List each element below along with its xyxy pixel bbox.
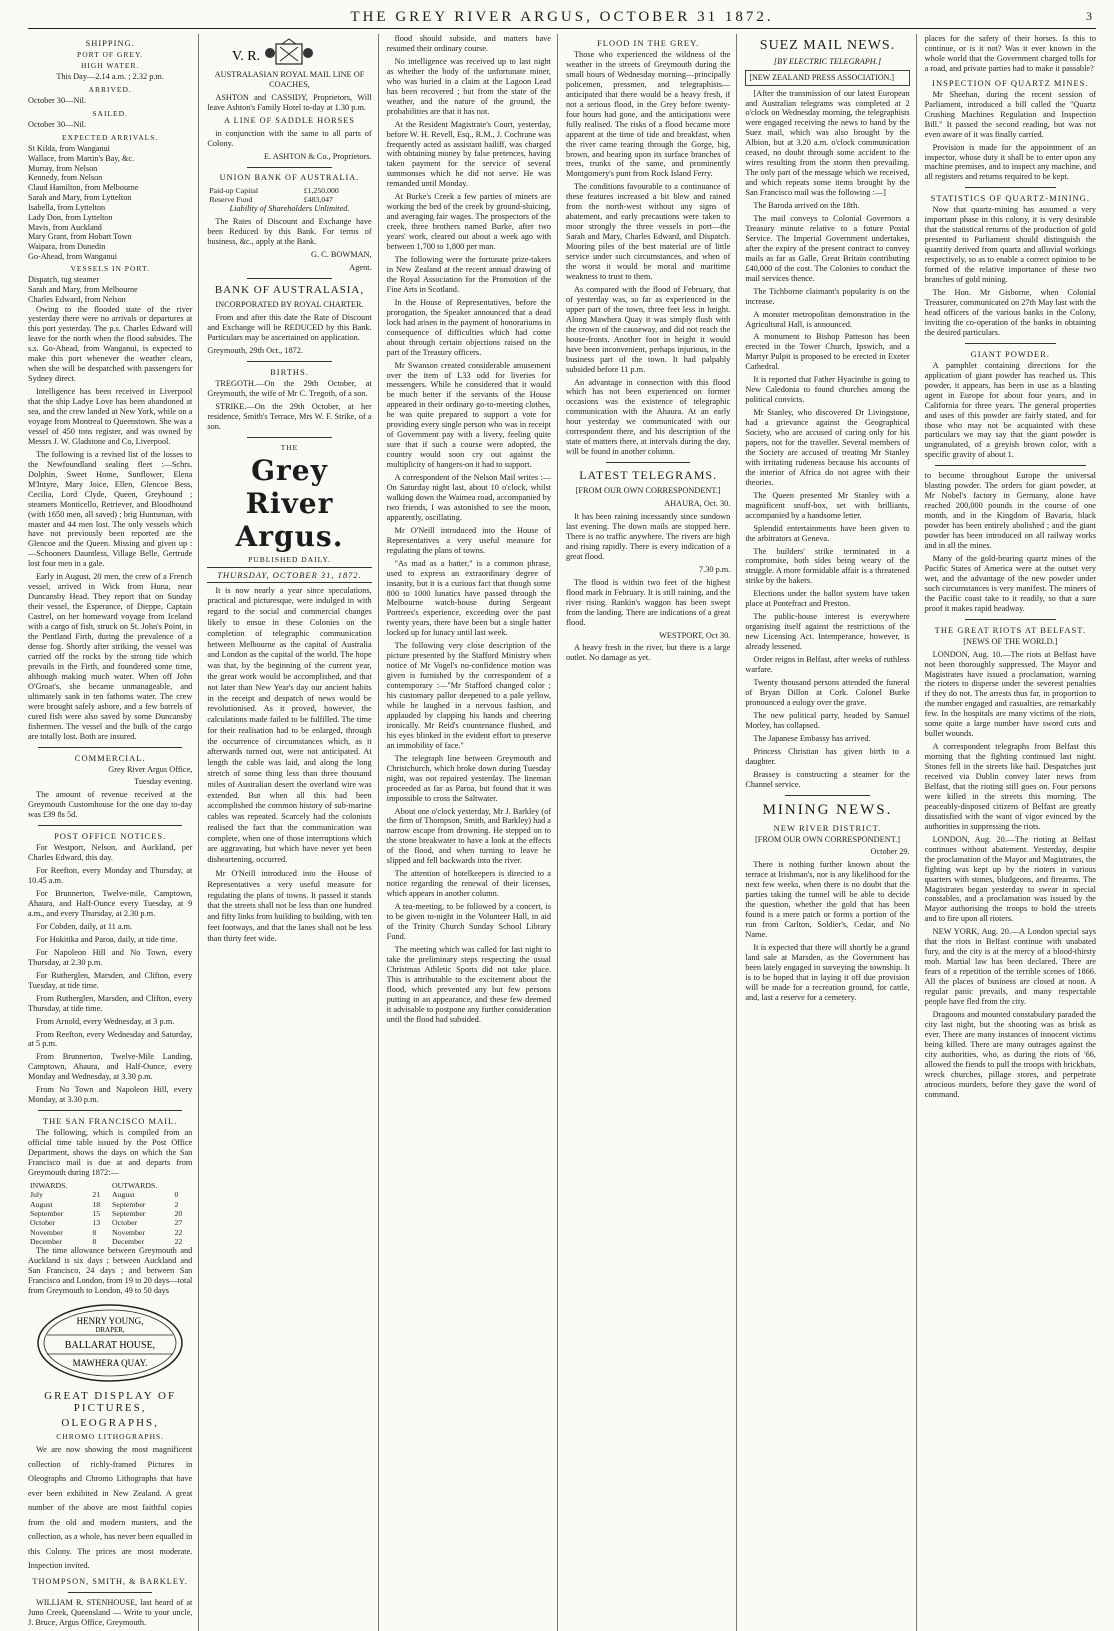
list-item: Kennedy, from Nelson — [28, 173, 103, 183]
news-paragraph: Many of the gold-bearing quartz mines of the Pacific States of America were at the outset very wet, and the advantage of the new powder under such circumstances is very manifest. The miners of the Pacific coast take to it readily, so that a sure proof it makes rapid headway. — [924, 553, 1096, 613]
inspection-paragraph: Mr Sheehan, during the recent session of Parliament, introduced a bill called the "Quartz Crushing Machines Regulation and Inspection Bill." It passed the second reading, but was not even aware of it was finally carried. — [924, 89, 1096, 139]
news-paragraph: Mr Swanson created considerable amusement over the item of L33 odd for liveries for messengers. While he considered that it would be much better if the servants of the House appeared in their ordinary go-to-meeting clothes, he was quite prepared to support a vote for providing every single person who was in receipt of Government pay with a livery, feeling quite sure that if such a course were adopted, the country would soon cry out against the multiplicity of hangers-on it had to support. — [386, 360, 551, 470]
suez-paragraph: A monument to Bishop Patteson has been erected in the Tower Church, Ipswich, and a Martyr Pulpit is proposed to be erected in Exeter Cathedral. — [745, 332, 910, 372]
post-notice: For Rutherglen, Marsden, and Clifton, every Tuesday, at tide time. — [28, 970, 193, 990]
latest-source: [FROM OUR OWN CORRESPONDENT.] — [575, 486, 721, 496]
flood-paragraph: The conditions favourable to a continuance of these features increased a bit blew and rained from the north-west without any signs of abatement, and early precautions were taken to moor strongly the three vessels in port—the Sarah and Mary, Charles Edward, and Dispatch. Mooring piles of the best material are of little service under such circumstances, and when of the worst it would be moral and maritime weakness to trust to them. — [565, 182, 731, 281]
table-row: July 21 August 0 — [30, 1190, 179, 1200]
draper-address: MAWHERA QUAY. — [72, 1358, 148, 1369]
suez-paragraph: The Queen presented Mr Stanley with a magnificent snuff-box, set with brilliants, accompanied by a handsome letter. — [745, 490, 910, 520]
table-row: October 13 October 27 — [30, 1218, 183, 1228]
paper-title: Grey River Argus. — [235, 453, 344, 553]
suez-paragraph: The builders' strike terminated in a compromise, both sides being weary of the struggle. A more formidable affair is a threatened strike by the bakers. — [745, 546, 910, 586]
mining-paragraph: It is expected that there will shortly be a grand land sale at Marsden, as the Government has been lately engaged in surveying the township. It is to be hoped that in laying it off due provision will be made for a recreation ground, for cattle, and, last a reserve for a cemetery. — [745, 943, 910, 1002]
list-item: Dispatch, tug steamer — [28, 274, 100, 284]
commercial-office: Grey River Argus Office, — [108, 764, 193, 774]
masthead — [28, 6, 1096, 29]
post-notice: From No Town and Napoleon Hill, every Monday, at 3.30 p.m. — [28, 1085, 193, 1105]
bank-australasia-body: From and after this date the Rate of Discount and Exchange will be REDUCED by this Bank. Particulars may be ascertained on application. — [207, 313, 372, 343]
post-notice: From Brunnerton, Twelve-Mile Landing, Camptown, Ahaura, and Half-Ounce, every Monday and Wednesday, at 3.30 p.m. — [28, 1052, 193, 1082]
news-paragraph: places for the safety of their horses. Is this to continue, or is it not? Was it ever known in the whole world that the Government charged tolls for a road, and private parties had to make it passable? — [924, 34, 1096, 73]
list-item: Go-Ahead, from Wanganui — [28, 252, 117, 262]
stats-heading: STATISTICS OF QUARTZ-MINING. — [930, 193, 1090, 204]
riots-paragraph: LONDON, Aug. 20.—The rioting at Belfast continues without abatement. Yesterday, despite the proclamation of the Mayor and Magistrates, the fighting was kept up by the rioters in various quarters with stones, bludgeons, and firearms. The Magistrates began yesterday to swear in special constables, and a proclamation was issued by the Mayor authorising the troops to hold the streets and to fire upon all rioters. — [924, 834, 1096, 924]
paper-the: THE — [280, 442, 299, 452]
column-2 — [207, 34, 378, 1631]
draper-house: BALLARAT HOUSE, — [64, 1340, 156, 1352]
suez-paragraph: A monster metropolitan demonstration in the Agricultural Hall, is announced. — [745, 309, 910, 329]
union-bank-signature: G. C. BOWMAN, — [311, 250, 372, 260]
union-bank-title: Agent. — [349, 263, 372, 273]
news-paragraph: The attention of hotelkeepers is directed to a notice regarding the renewal of their licenses, which appears in another column. — [386, 869, 551, 899]
pictures-ad-line3: CHROMO LITHOGRAPHS. — [56, 1432, 165, 1442]
coach-letters: V. R. — [232, 49, 261, 64]
divider — [38, 747, 182, 748]
column-4 — [566, 34, 737, 1631]
mining-heading: MINING NEWS. — [762, 801, 893, 818]
birth-notice: TREGOTH.—On the 29th October, at Greymouth, the wife of Mr C. Tregoth, of a son. — [207, 378, 372, 398]
divider — [247, 167, 331, 168]
flood-heading: FLOOD IN THE GREY. — [597, 38, 700, 48]
mining-source: [FROM OUR OWN CORRESPONDENT.] — [754, 834, 901, 844]
sf-mail-intro: The following, which is compiled from an official time table issued by the Post Office Department, shows the days on which the San Francisco mail is due at and departs from Greymouth during 1872:— — [28, 1128, 193, 1177]
table-row: Reserve Fund £483,047 — [209, 194, 333, 204]
commercial-heading: COMMERCIAL. — [74, 752, 146, 763]
powder-paragraph: A pamphlet containing directions for the application of giant powder has reached us. This powder, it appears, has been in use as a blasting agent in Europe for about four years, and in California for three years. The general properties and uses of this powder are fairly stated, and for those who may not be acquainted with these particulars we may say that the giant powder is ungranulated, of a greyish brown color, with a specific gravity of about 1. — [924, 360, 1096, 460]
news-paragraph: A correspondent of the Nelson Mail writes :—On Saturday night last, about 10 o'clock, whilst walking down the Waimea road, accompanied by two friends, I was astonished to see the moon, apparently, oscillating. — [386, 473, 551, 522]
divider — [606, 462, 690, 463]
list-item: Wallace, from Martin's Bay, &c. — [28, 153, 135, 163]
suez-paragraph: Mr Stanley, who discovered Dr Livingstone, had a grievance against the Geographical Society, who are accused of caring only for his papers, not for the traveller. Several members of the Society are accused of treating Mr Stanley with irritating rudeness because his accounts of the interior of Africa do not agree with their theories. — [745, 408, 910, 487]
paper-published: PUBLISHED DAILY. — [248, 554, 331, 564]
suez-paragraph: The Tichborne claimant's popularity is on the increase. — [745, 286, 910, 306]
newspaper-columns — [28, 34, 1096, 1627]
list-item: Isabella, from Lyttelton — [28, 202, 106, 212]
post-notice: From Arnold, every Wednesday, at 3 p.m. — [36, 1016, 175, 1026]
table-row: Paid-up Capital £1,250,000 — [209, 185, 339, 195]
coaches-body: ASHTON and CASSIDY, Proprietors, Will leave Ashton's Family Hotel to-day at 1.30 p.m. — [207, 92, 372, 112]
expected-label: EXPECTED ARRIVALS. — [62, 132, 159, 142]
divider — [965, 187, 1056, 188]
news-paragraph: "As mad as a hatter," is a common phrase, used to express an extraordinary degree of insanity, but it is a curious fact that though some 800 to 1000 lunatics have passed through the Melbourne watch-house during Sergeant Portrees's experience, exceeding over the past twenty years, there have been but a single hatter locked up for lunacy until last week. — [386, 558, 551, 638]
table-row: November 8 November 22 — [30, 1227, 183, 1237]
riots-heading: THE GREAT RIOTS AT BELFAST. — [934, 624, 1086, 635]
editorial-paragraph: It is now nearly a year since speculations, practical and picturesque, were indulged in with regard to the social and commercial changes likely to ensue in these Colonies on the completion of telegraphic communication between Melbourne as the capital of Australia and London as the capital of the world. The hope was that, by the beginning of the current year, the great work would be accomplished, and that not later than New Year's day our ancient habits in the receipt and despatch of news would be revolutionised. As it proved, however, the calculations made failed to be fulfilled. The time for their realisation had to be enlarged, through the occurrence of circumstances which, as it afterwards turned out, were not anticipated. At length the cable was laid, and along the long stretch of some thing less than three thousand miles of Australian desert the overland wire was extended. But when all this had been accomplished the common history of sub-marine cables was repeated. Scarcely had the colonists realised the fact that the communication was complete, when one of those interruptions which are aggravating, but which have never yet been disheartening, occurred. — [207, 585, 372, 865]
draper-stamp — [28, 1302, 192, 1384]
divider — [247, 437, 331, 438]
draper-name: HENRY YOUNG, — [76, 1316, 144, 1327]
suez-paragraph: The public-house interest is everywhere organising itself against the restrictions of the new Licensing Act. Intemperance, however, is already lessened. — [745, 612, 910, 652]
masthead-title: THE GREY RIVER ARGUS, OCTOBER 31 1872. — [350, 8, 774, 25]
mining-date: October 29. — [870, 847, 910, 857]
mining-paragraph: There is nothing further known about the terrace at Irishman's, nor is any likelihood for the next few weeks, when there is no doubt that the parties taking the tunnel will be able to decide the question, whether the gold that has been found is a mere patch or forms a portion of the run from Carlton, Soldier's, Cedar, and No Name. — [745, 860, 910, 940]
pictures-ad-heading: GREAT DISPLAY OF PICTURES, — [44, 1390, 177, 1415]
sf-mail-table — [28, 1181, 192, 1246]
news-paragraph: The following very close description of the picture presented by the Stafford Ministry when notice of Mr Vogel's no-confidence motion was given is furnished by the correspondent of a contemporary :—"Mr Stafford changed color ; his customary pallor deepened to a pale yellow, while he laughed in a nervous fashion, and applauded by clapping his hands and cheering ironically. Mr Reid's countenance flushed, and his eyes blinked in the evident effort to preserve an immobility of face." — [386, 641, 551, 750]
news-paragraph: The following were the fortunate prize-takers in New Zealand at the recent annual drawing of the Royal Association for the Promotion of the Fine Arts in Scotland. — [386, 255, 551, 294]
riots-paragraph: A correspondent telegraphs from Belfast this morning that the fighting continued last night. Stones fell in the streets like hail. Despatches just received via Dublin convey later news from Belfast, that the rioting still goes on. Four persons were killed in the streets this morning. The peaceably-disposed citizens of Belfast are greatly dissatisfied with the want of vigor evinced by the authorities in suppressing the riots. — [924, 742, 1096, 831]
high-water-line: This Day—2.14 a.m. ; 2.32 p.m. — [56, 72, 164, 81]
news-paragraph: Mr O'Neill introduced into the House of Representatives a very useful measure for regulating the plans of towns. — [386, 525, 551, 555]
saddle-body: in conjunction with the same to all parts of Colony. — [207, 128, 372, 148]
arrived-line: October 30—Nil. — [28, 95, 87, 105]
outward-label: OUTWARDS. — [112, 1180, 158, 1190]
column-6 — [925, 34, 1096, 1631]
pictures-ad-body: We are now showing the most magnificent collection of richly-framed Pictures in Oleographs and Chromo Lithographs that have ever been exhibited in New Zealand. A great number of the above are most faithful copies from the old and modern masters, and the collection, as a whole, has never been equalled in this Colony. The prices are most moderate. Inspection invited. — [28, 1445, 193, 1571]
suez-paragraph: [After the transmission of our latest European and Australian telegrams was completed at 2 o'clock on Wednesday morning, the telegraphists were engaged receiving the news to hand by the Suez mail, which was also brought by the Albion, but at 3.20 a.m. o'clock communication ceased, no doubt through some accident to the wires resulting from the storm then prevailing. The only part of the message which we received, and which repeats some items brought by the San Francisco mail was the following :—] — [745, 88, 910, 198]
latest-dateline: AHAURA, Oct. 30. — [664, 499, 731, 509]
inward-label: INWARDS. — [30, 1180, 68, 1190]
shipping-heading: SHIPPING. — [85, 38, 135, 48]
commercial-day: Tuesday evening. — [134, 777, 193, 787]
stenhouse-notice: WILLIAM R. STENHOUSE, last heard of at Juno Creek, Queensland — Write to your uncle, J. Bruce, Argus Office, Greymouth. — [28, 1597, 193, 1627]
divider — [38, 825, 182, 826]
news-paragraph: A tea-meeting, to be followed by a concert, is to be given to-night in the Volunteer Hall, in aid of the Trinity Church Sunday School Library Fund. — [386, 902, 551, 941]
bank-australasia-incorporated: INCORPORATED BY ROYAL CHARTER. — [215, 300, 364, 310]
latest-dateline: WESTPORT, Oct 30. — [659, 630, 731, 640]
suez-paragraph: Elections under the ballot system have taken place at Pontefract and Preston. — [745, 589, 910, 609]
divider — [965, 343, 1056, 344]
coaches-heading: AUSTRALASIAN ROYAL MAIL LINE OF COACHES, — [214, 70, 365, 89]
page-number: 3 — [1086, 9, 1092, 23]
news-paragraph: flood should subside, and matters have resumed their ordinary course. — [386, 34, 551, 53]
news-paragraph: At the Resident Magistrate's Court, yesterday, before W. H. Revell, Esq., R.M., J. Cochrane was frequently acted as assistant bailiff, was charged with obtaining money by false pretences, having taken payment for the service of several summonses which he did not serve. He was remanded until Monday. — [386, 119, 551, 189]
oval-stamp-icon — [35, 1302, 185, 1384]
table-row: December 8 December 22 — [30, 1237, 183, 1247]
table-row: September 15 September 20 — [30, 1208, 183, 1218]
suez-paragraph: It is reported that Father Hyacinthe is going to New Caledonia to found churches among the political convicts. — [745, 375, 910, 405]
latest-paragraph: A heavy fresh in the river, but there is a large outlet. No damage as yet. — [565, 643, 731, 663]
post-notice: For Napoleon Hill and No Town, every Thursday, at 2.30 p.m. — [28, 947, 193, 967]
latest-paragraph: It has been raining incessantly since sundown last evening. The down mails are stopped here. There is no traffic anywhere. The rivers are high and rising rapidly. There is every indication of a great flood. — [565, 512, 731, 561]
post-notice: For Reefton, every Monday and Thursday, at 10.45 a.m. — [28, 866, 193, 886]
riots-source: [NEWS OF THE WORLD.] — [963, 636, 1058, 646]
list-item: Mary Grant, from Hobart Town — [28, 232, 132, 242]
suez-heading: SUEZ MAIL NEWS. — [759, 38, 896, 53]
editorial-paragraph: Mr O'Neill introduced into the House of Representatives a very useful measure for regulating the plans of towns. It passed it stands that the streets shall not be less than one hundred and fifty links from building to building, with ten feet footways, and that the lanes shall not be less than thirty feet wide. — [207, 869, 372, 943]
table-row: August 18 September 2 — [30, 1199, 179, 1209]
post-notice: From Rutherglen, Marsden, and Clifton, every Thursday, at tide time. — [28, 993, 193, 1013]
column-5 — [745, 34, 916, 1631]
powder-heading: GIANT POWDER. — [970, 348, 1051, 359]
inspection-heading: INSPECTION OF QUARTZ MINES. — [932, 77, 1089, 88]
list-item: St Kilda, from Wanganui — [28, 143, 110, 153]
latest-time: 7.30 p.m. — [698, 564, 731, 574]
news-paragraph: The meeting which was called for last night to take the preliminary steps respecting the usual Christmas Athletic Sports did not take place. This is attributable to the excitement about the flood, which prevented any but few persons putting in an appearance, and these few deemed it advisable to postpone any further consideration until the flood had subsided. — [386, 944, 551, 1024]
suez-paragraph: The Baroda arrived on the 18th. — [753, 201, 860, 211]
suez-assoc: [NEW ZEALAND PRESS ASSOCIATION.] — [745, 70, 909, 86]
column-1 — [28, 34, 199, 1631]
news-paragraph: About one o'clock yesterday, Mr J. Barkley (of the firm of Thompson, Smith, and Barkley) had a narrow escape from drowning. He stepped on to the stone breakwater to have a look at the effects of the flood, and when turning to leave he slipped and fell backwards into the river. — [386, 806, 551, 866]
royal-crest — [207, 38, 371, 68]
news-paragraph: In the House of Representatives, before the prorogation, the Speaker announced that a dead lock had arisen in the payment of honorariums in consequence of difficulties which had come about through certain objections raised on the part of the Treasury officers. — [386, 297, 551, 357]
divider — [965, 619, 1056, 620]
coaches-signature: E. ASHTON & Co., Proprietors. — [263, 151, 372, 161]
inspection-paragraph: Provision is made for the appointment of an inspector, whose duty it shall be to enter upon any machine premises, and to inspect any machine, and all registers and returns required to be kept. — [924, 142, 1096, 182]
news-paragraph: to become throughout Europe the universal blasting powder. The orders for giant powder, at Mr Nobel's factory in Germany, alone have reached 200,000 pounds in the course of one month, and in the Kingdom of Bavaria, black powder has been entirely abolished ; and the giant powder has been introduced on all railway works and in all the mines. — [924, 471, 1096, 550]
expected-list — [28, 144, 192, 262]
divider — [38, 1110, 182, 1111]
news-paragraph: The telegraph line between Greymouth and Christchurch, which broke down during Tuesday night, was not repaired yesterday. The lineman proceeded as far as Paroa, but found that it was impossible to cross the Saltwater. — [386, 753, 551, 803]
divider — [247, 361, 331, 362]
arrived-label: ARRIVED. — [88, 84, 132, 94]
list-item: Waipara, from Dunedin — [28, 242, 106, 252]
post-notice: For Brunnerton, Twelve-mile, Camptown, Ahaura, and Half-Ounce every Tuesday, at 9 a.m., and every Thursday, at 2.30 p.m. — [28, 889, 193, 918]
sf-mail-footer: The time allowance between Greymouth and Auckland is six days ; between Auckland and San Francisco, 24 days ; and between San Francisco and London, from 19 to 20 days—total from Greymouth to London, 49 to 50 days — [28, 1246, 193, 1296]
list-item: Charles Edward, from Nelson — [28, 294, 126, 304]
suez-paragraph: The mail conveys to Colonial Governors a Treasury minute relative to a future Postal Service. The Imperial Government undertakes, after the expiry of the present contract to convey mails as far as Galle, Great Britain contributing £40,000 of the cost. The Colonies to conduct the mail services thence. — [745, 213, 910, 283]
draper-trade: DRAPER, — [95, 1326, 125, 1335]
royal-arms-icon — [224, 38, 354, 68]
bank-australasia-heading: BANK OF AUSTRALASIA, — [214, 283, 365, 296]
suez-paragraph: The new political party, headed by Samuel Morley, has collapsed. — [745, 710, 910, 730]
column-3 — [387, 34, 558, 1631]
stats-paragraph: Now that quartz-mining has assumed a very important phase in this colony, it is very desirable that the statistical returns of the production of gold presented to Parliament should distinguish the quantity derived from quartz and alluvial workings respectively, so as to enable a correct opinion to be formed of the relative importance of these two branches of gold mining. — [924, 205, 1096, 285]
sf-mail-heading: THE SAN FRANCISCO MAIL. — [42, 1116, 178, 1127]
divider — [785, 795, 869, 796]
suez-paragraph: Splendid entertainments have been given to the arbitrators at Geneva. — [745, 523, 910, 543]
list-item: Claud Hamilton, from Melbourne — [28, 183, 139, 193]
flood-paragraph: Those who experienced the wildness of the weather in the streets of Greymouth during the small hours of Wednesday morning—principally policemen, pressmen, and telegraphists—anticipated that there would be a heavy fresh, if not a serious flood, in the Grey before twenty-four hours had gone, and the anticipations were fully realised. The risks of a flood became more apparent at the time of tide and breakfast, when the river came tearing through the Gorge, big, brown, and bearing upon its surface branches of trees, trunks of the same, and prominently Montgomery's punt from Rock Island Ferry. — [565, 50, 731, 179]
mining-sub: NEW RIVER DISTRICT. — [773, 822, 882, 833]
pictures-ad-line2: OLEOGRAPHS, — [61, 1417, 159, 1430]
shipping-paragraph: Intelligence has been received in Liverpool that the ship Ladye Love has been abandoned at sea, and the crew landed at New York, while on a voyage from Montreal to Queenstown. She was a vessel of 450 tons register, and was owned by Messrs J. W. Gladstone and Co, Liverpool. — [28, 387, 193, 446]
sailed-line: October 30—Nil. — [28, 119, 87, 129]
list-item: Murray, from Nelson — [28, 163, 98, 173]
list-item: Lady Don, from Lyttelton — [28, 212, 113, 222]
union-bank-table — [207, 186, 371, 205]
post-notice: For Hokitika and Paroa, daily, at tide time. — [36, 934, 178, 944]
news-paragraph: At Burke's Creek a few parties of miners are working the bed of the creek by ground-sluicing, and averaging fair wages. The prospectors of the creek, three brothers named Burke, after two years' work, cleared out about a week ago with between 1,700 to 1,800 per man. — [386, 192, 551, 252]
shipping-paragraph: Owing to the flooded state of the river yesterday there were no arrivals or departures at this port yesterday. The p.s. Charles Edward will leave for the north when the flood subsides. The s.s. Go-Ahead, from Wanganui, is expected to make this port whenever the weather clears, when she will be despatched with passengers for Sydney direct. — [28, 304, 193, 384]
pictures-ad-signature: THOMPSON, SMITH, & BARKLEY. — [32, 1576, 188, 1586]
flood-paragraph: An advantage in connection with this flood which has not been experienced on former occasions was the existence of telegraphic communication with the Ahaura. At an early hour yesterday we communicated with our correspondent there, and his description of the state of matters there, at intervals during the day, will be found in another column. — [565, 377, 731, 457]
bank-australasia-date: Greymouth, 29th Oct., 1872. — [207, 345, 303, 355]
flood-paragraph: As compared with the flood of February, that of yesterday was, so far as experienced in the upper part of the town, three feet less in height. Along Mawhera Quay it was simply flush with the crown of the causeway, and did not reach the house-fronts. Another foot in height it would have been inconvenient, perhaps injurious, in the business part of the town. It had palpably subsided before 11 p.m. — [565, 284, 731, 374]
post-notice: From Reefton, every Wednesday and Saturday, at 5 p.m. — [28, 1029, 193, 1049]
divider — [247, 278, 331, 279]
riots-paragraph: LONDON, Aug. 10.—The riots at Belfast have not been thoroughly suppressed. The Mayor and Magistrates have issued a proclamation, warning the rioters to disperse under the severest penalties if they do not. The arrests thus far, in proportion to the number engaged and casualties, are remarkably few. In the hospitals are many victims of the riots, some quite a large number have sword cuts and bullet wounds. — [924, 649, 1096, 739]
list-item: Sarah and Mary, from Lyttelton — [28, 193, 132, 203]
latest-telegrams-heading: LATEST TELEGRAMS. — [579, 468, 718, 483]
union-bank-liability: Liability of Shareholders Unlimited. — [229, 204, 350, 214]
births-heading: BIRTHS. — [270, 366, 309, 377]
list-item: Mavis, from Auckland — [28, 222, 102, 232]
divider — [935, 465, 1086, 466]
commercial-text: The amount of revenue received at the Greymouth Customhouse for the one day to-day was £39 8s 5d. — [28, 790, 193, 820]
paper-date: THURSDAY, OCTOBER 31, 1872. — [207, 567, 371, 583]
riots-paragraph: NEW YORK, Aug. 20.—A London special says that the riots in Belfast continue with unabated fury, and the city is at the mercy of a blood-thirsty mob. Martial law has been declared. There are fears of a repetition of the terrible scenes of 1866. All the places of business are closed at noon. A regular panic prevails, and many respectable people have fled from the city. — [924, 927, 1096, 1007]
stats-paragraph: The Hon. Mr Gisborne, when Colonial Treasurer, communicated on 27th May last with the head officers of the various banks in the Colony, inviting the co-operation of the banks in obtaining the desired particulars. — [924, 288, 1096, 337]
suez-paragraph: Princess Christian has given birth to a daughter. — [745, 746, 910, 766]
in-port-label: VESSELS IN PORT. — [70, 263, 150, 273]
shipping-paragraph: Early in August, 20 men, the crew of a French vessel, arrived in Wick from Huna, near Duncansby Head. They report that on Sunday their vessel, the Esperance, of Dieppe, Captain Castrel, on her homeward voyage from Iceland with a cargo of fish, struck on St. John's Point, in the Pentland Firth, during the prevalence of a dense fog. Shortly after striking, the vessel was carried off the rocks by the strong tide which prevails in the Firth, and foundered some time, although making much water. When off John O'Groat's, she became unmanageable, and ultimately sank in ten fathoms water. The crew were brought safely ashore, and a few barrels of cured fish were also saved by some Duncansby fishermen. The vessel and the bulk of the cargo are totally lost. Both are insured. — [28, 572, 193, 741]
divider — [68, 1592, 152, 1593]
suez-paragraph: The Japanese Embassy has arrived. — [753, 733, 871, 743]
high-water-label: HIGH WATER. — [80, 61, 140, 70]
suez-paragraph: Brassey is constructing a steamer for the Channel service. — [745, 769, 910, 789]
suez-paragraph: Order reigns in Belfast, after weeks of ruthless warfare. — [745, 655, 910, 675]
post-notice: For Cobden, daily, at 11 a.m. — [36, 921, 133, 931]
news-paragraph: No intelligence was received up to last night as whether the body of the unfortunate miner, who was buried in a claim at the Lagoon Lead has been recovered ; but from the state of the weather, and the nature of the ground, the probabilities are that it has not. — [386, 56, 551, 116]
saddle-line: A LINE OF SADDLE HORSES — [224, 115, 355, 125]
in-port-list — [28, 275, 192, 305]
port-label: PORT OF GREY. — [77, 50, 144, 59]
latest-paragraph: The flood is within two feet of the highest flood mark in February. It is still raining, and the river rising. Rankin's waggon has been swept from the landing. There are indications of a great flood. — [565, 577, 731, 627]
riots-paragraph: Dragoons and mounted constabulary paraded the city last night, but the shooting was as brisk as ever. There are many instances of innocent victims being killed. There are many outrages against the city authorities, who, as during the riots of '66, allowed the fiends to pull the troops with brickbats, wreck churches, pillage stores, and perpetrate atrocious murders, before they gave the word of command. — [924, 1009, 1096, 1099]
suez-paragraph: Twenty thousand persons attended the funeral of Bryan Dillon at Cork. Colonel Burke pronounced a eulogy over the grave. — [745, 677, 910, 707]
suez-source: [BY ELECTRIC TELEGRAPH.] — [773, 57, 882, 66]
sailed-label: SAILED. — [92, 108, 128, 118]
union-bank-body: The Rates of Discount and Exchange have been Reduced by this Bank. For terms of business, &c., apply at the Bank. — [207, 217, 372, 247]
post-office-heading: POST OFFICE NOTICES. — [54, 831, 167, 842]
post-notice: For Westport, Nelson, and Auckland, per Charles Edward, this day. — [28, 843, 193, 863]
union-bank-heading: UNION BANK OF AUSTRALIA. — [219, 172, 360, 182]
list-item: Sarah and Mary, from Melbourne — [28, 284, 138, 294]
shipping-paragraph: The following is a revised list of the losses to the Newfoundland sealing fleet :—Schrs. Dolphin, Sweet Home, Sunflower, Elena M'Intyre, Mary Joice, Ellen, Glencoe Bess, Cecilia, Lord Clyde, Queen, Greyhound ; steamers Monticello, Retriever, and Bloodhound (with 1650 men, all saved) ; brig Huntsman, with master and 44 men lost. The only vessels which have not previously been reported are the Glencoe and the Queen. Missing and given up :—Schooners Dauntless, Village Belle, Gertrude lost four men in a gale. — [28, 449, 193, 569]
birth-notice: STRIKE.—On the 29th October, at her residence, Smith's Terrace, Mrs W. F. Strike, of a son. — [207, 401, 372, 431]
